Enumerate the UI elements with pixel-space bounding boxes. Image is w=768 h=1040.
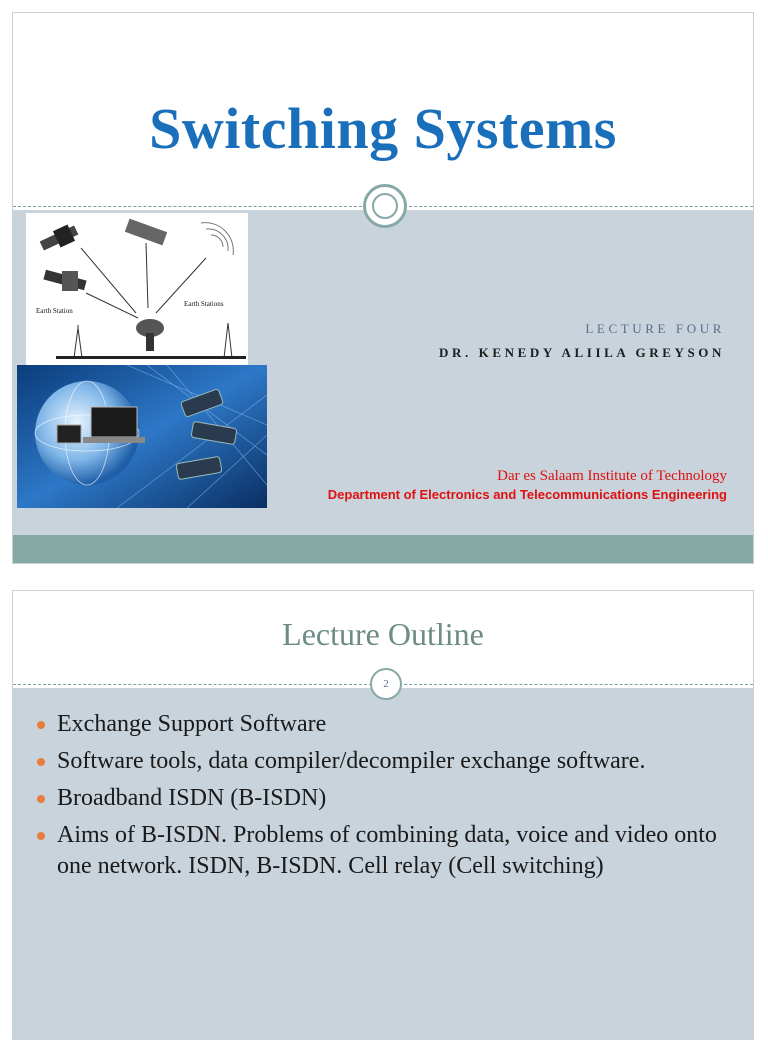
institution-name: Dar es Salaam Institute of Technology	[497, 468, 727, 484]
page-number-badge	[370, 668, 402, 700]
computer-icon	[57, 425, 81, 443]
department-name: Department of Electronics and Telecommunications Engineering	[327, 487, 727, 502]
slide-title: Switching Systems	[149, 96, 617, 161]
satellite-communication-image	[26, 213, 248, 365]
title-slide	[12, 12, 754, 564]
laptop-icon	[83, 407, 145, 443]
list-item: Software tools, data compiler/decompiler exchange software.	[35, 746, 725, 777]
earth-stations-label: Earth Stations	[184, 300, 224, 308]
author-name: DR. KENEDY ALIILA GREYSON	[438, 345, 725, 360]
page-number: 2	[383, 678, 389, 690]
earth-station-label: Earth Station	[36, 307, 73, 315]
list-item: Broadband ISDN (B-ISDN)	[35, 783, 725, 814]
network-globe-image	[17, 365, 267, 508]
outline-slide	[12, 590, 754, 1040]
lecture-label: LECTURE FOUR	[585, 321, 725, 336]
circle-ornament-icon	[363, 184, 407, 228]
footer-bar	[13, 535, 753, 563]
list-item: Aims of B-ISDN. Problems of combining data, voice and video onto one network. ISDN, B-ISDN. Cell relay (Cell switching)	[35, 820, 725, 882]
title-area	[13, 13, 753, 206]
slide-title: Lecture Outline	[282, 616, 484, 652]
list-item: Exchange Support Software	[35, 709, 725, 740]
outline-list	[35, 709, 725, 888]
